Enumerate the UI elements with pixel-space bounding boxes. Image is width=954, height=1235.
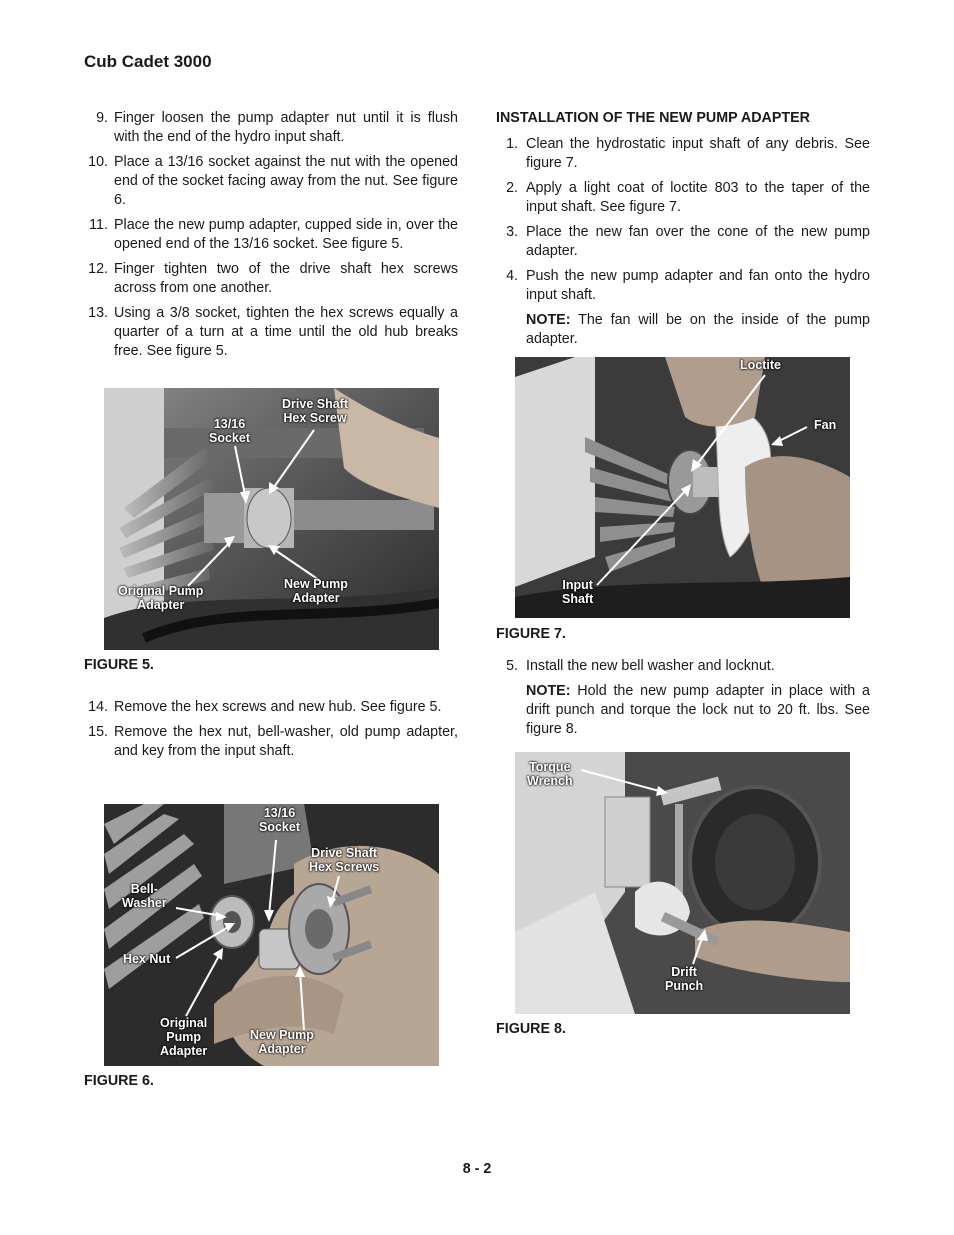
step-text: Apply a light coat of loctite 803 to the taper of the input shaft. See figure 7. [526, 180, 870, 215]
figure-5-caption: FIGURE 5. [84, 657, 154, 673]
step-text: Push the new pump adapter and fan onto the hydro input shaft. [526, 268, 870, 303]
page-number: 8 - 2 [462, 1161, 492, 1177]
figure-5-label-drive-shaft: Drive Shaft Hex Screw [282, 397, 348, 425]
step-11 [84, 216, 458, 254]
step-10 [84, 153, 458, 210]
step-4 [496, 267, 870, 305]
section-heading: INSTALLATION OF THE NEW PUMP ADAPTER [496, 110, 810, 126]
note-torque [526, 682, 870, 739]
step-text: Remove the hex nut, bell-washer, old pump adapter, and key from the input shaft. [114, 724, 458, 759]
figure-6-label-hex-nut: Hex Nut [123, 952, 171, 966]
step-text: Place a 13/16 socket against the nut with the opened end of the socket facing away from the nut. See figure 6. [114, 154, 458, 208]
step-number: 1. [506, 136, 518, 152]
step-text: Place the new fan over the cone of the new pump adapter. [526, 224, 870, 259]
step-1 [496, 135, 870, 173]
figure-6-illustration [104, 804, 439, 1066]
step-14 [84, 698, 458, 717]
figure-6-label-drive-shaft: Drive Shaft Hex Screws [309, 846, 380, 874]
figure-7-label-input-shaft: Input Shaft [562, 578, 594, 606]
note-label: NOTE: [526, 683, 571, 699]
step-text: Using a 3/8 socket, tighten the hex screws equally a quarter of a turn at a time until the old hub breaks free. See figure 5. [114, 305, 458, 359]
step-text: Install the new bell washer and locknut. [526, 658, 775, 674]
figure-8-label-torque: Torque Wrench [527, 760, 573, 788]
figure-5-photo [104, 388, 439, 650]
step-number: 11. [89, 217, 108, 233]
figure-6-label-socket: 13/16 Socket [259, 806, 300, 834]
step-15 [84, 723, 458, 761]
step-number: 2. [506, 180, 518, 196]
step-number: 14. [88, 699, 108, 715]
step-number: 12. [88, 261, 108, 277]
figure-7-caption: FIGURE 7. [496, 626, 566, 642]
step-number: 13. [88, 305, 108, 321]
right-column-step-5 [496, 657, 870, 745]
step-text: Clean the hydrostatic input shaft of any debris. See figure 7. [526, 136, 870, 171]
note-text: Hold the new pump adapter in place with a drift punch and torque the lock nut to 20 ft. lbs. See figure 8. [526, 683, 870, 737]
step-number: 4. [506, 268, 518, 284]
step-number: 5. [506, 658, 518, 674]
note-label: NOTE: [526, 312, 571, 328]
figure-6-label-bell-washer: Bell- Washer [122, 882, 167, 910]
step-text: Finger tighten two of the drive shaft hex screws across from one another. [114, 261, 458, 296]
figure-5-label-new: New Pump Adapter [284, 577, 348, 605]
step-13 [84, 304, 458, 361]
figure-6-label-original: Original Pump Adapter [160, 1016, 208, 1058]
figure-8-photo [515, 752, 850, 1014]
step-3 [496, 223, 870, 261]
step-text: Place the new pump adapter, cupped side in, over the opened end of the 13/16 socket. See figure 5. [114, 217, 458, 252]
figure-7-label-fan: Fan [814, 418, 837, 432]
figure-6-caption: FIGURE 6. [84, 1073, 154, 1089]
step-number: 9. [96, 110, 108, 126]
step-text: Finger loosen the pump adapter nut until it is flush with the end of the hydro input shaft. [114, 110, 458, 145]
page-header-title: Cub Cadet 3000 [84, 52, 212, 71]
note-text: The fan will be on the inside of the pump adapter. [526, 312, 870, 347]
figure-8-label-drift: Drift Punch [665, 965, 704, 993]
note-fan [526, 311, 870, 349]
figure-5-label-original: Original Pump Adapter [118, 584, 204, 612]
step-number: 10. [88, 154, 108, 170]
step-2 [496, 179, 870, 217]
left-column-steps-a [84, 109, 458, 367]
left-column-steps-b [84, 698, 458, 767]
figure-6-photo [104, 804, 439, 1066]
step-9 [84, 109, 458, 147]
step-text: Remove the hex screws and new hub. See figure 5. [114, 699, 442, 715]
step-number: 3. [506, 224, 518, 240]
figure-7-photo [515, 357, 850, 618]
step-12 [84, 260, 458, 298]
figure-5-label-socket: 13/16 Socket [209, 417, 250, 445]
step-5 [496, 657, 870, 676]
figure-6-label-new: New Pump Adapter [250, 1028, 314, 1056]
right-column-steps [496, 109, 870, 355]
figure-7-label-loctite: Loctite [740, 358, 781, 372]
figure-8-caption: FIGURE 8. [496, 1021, 566, 1037]
step-number: 15. [88, 724, 108, 740]
